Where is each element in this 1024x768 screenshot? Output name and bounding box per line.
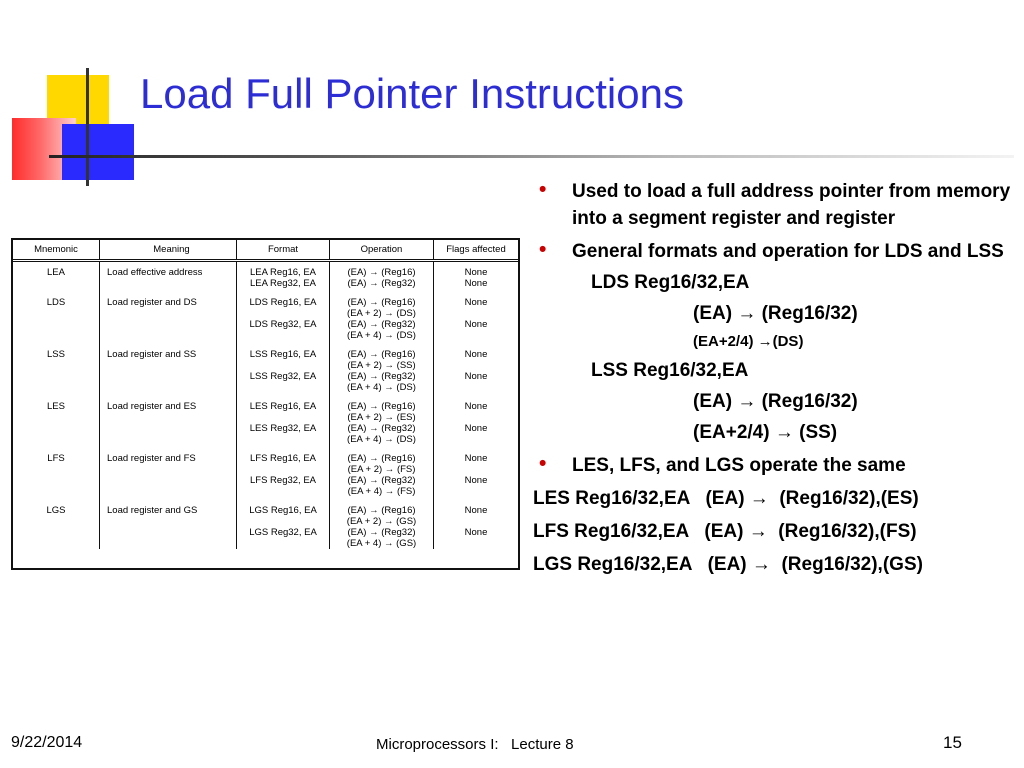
cell-flags: None (464, 527, 488, 538)
operation-line: (EA + 4) → (GS) (346, 538, 417, 549)
cell-mnemonic (13, 319, 100, 341)
table-row (13, 319, 518, 341)
operation-line: (EA + 4) → (DS) (347, 330, 416, 341)
operation-line: (EA) → (Reg16) (347, 267, 416, 278)
cell-meaning (100, 371, 237, 393)
cell-flags: None (464, 505, 488, 516)
cell-format: LES Reg16, EA (237, 393, 330, 423)
cell-format: LSS Reg32, EA (237, 371, 330, 393)
cell-mnemonic: LEA (13, 261, 100, 290)
lss-op-line: (EA) → (Reg16/32) (693, 391, 858, 412)
cell-mnemonic (13, 423, 100, 445)
bullet-list (533, 178, 1013, 578)
cell-mnemonic (13, 475, 100, 497)
cell-operation (330, 319, 434, 341)
slide-title: Load Full Pointer Instructions (140, 70, 684, 117)
cell-mnemonic: LGS (13, 497, 100, 527)
cell-operation (330, 527, 434, 549)
cell-operation (330, 341, 434, 371)
bullet-item (533, 178, 1013, 232)
table-row (13, 445, 518, 475)
cell-mnemonic (13, 371, 100, 393)
cell-meaning: Load register and GS (100, 497, 237, 527)
operation-line: (EA + 4) → (FS) (347, 486, 416, 497)
cell-meaning: Load register and DS (100, 289, 237, 319)
cell-flags: None (464, 319, 488, 330)
cell-meaning (100, 423, 237, 445)
cell-operation (330, 423, 434, 445)
col-header-meaning: Meaning (100, 240, 237, 261)
table-row (13, 261, 518, 290)
flags-line: None (464, 278, 488, 289)
cell-mnemonic: LES (13, 393, 100, 423)
operation-line: (EA) → (Reg16) (347, 297, 416, 308)
lgs-line: LGS Reg16/32,EA (EA) → (Reg16/32),(GS) (533, 554, 923, 575)
cell-meaning: Load effective address (100, 261, 237, 290)
operation-line: (EA + 2) → (FS) (347, 464, 416, 475)
cell-mnemonic: LFS (13, 445, 100, 475)
col-header-format: Format (237, 240, 330, 261)
cell-format: LFS Reg16, EA (237, 445, 330, 475)
lss-op-line: (EA+2/4) → (SS) (693, 422, 838, 443)
title-underline (49, 155, 1014, 158)
cell-meaning: Load register and FS (100, 445, 237, 475)
cell-meaning (100, 475, 237, 497)
lss-format-line: LSS Reg16/32,EA (591, 360, 749, 381)
cell-format: LES Reg32, EA (237, 423, 330, 445)
cell-flags: None (464, 453, 488, 464)
lds-op-line: (EA+2/4) →(DS) (693, 333, 804, 350)
format-line: LEA Reg16, EA (249, 267, 317, 278)
cell-format: LGS Reg16, EA (237, 497, 330, 527)
cell-operation (330, 393, 434, 423)
bullet-dot-icon: • (539, 178, 547, 201)
instruction-table (13, 240, 518, 549)
table-row (13, 497, 518, 527)
cell-operation (330, 445, 434, 475)
flags-line: None (464, 267, 488, 278)
decor-vertical-line (86, 68, 89, 186)
operation-line: (EA + 2) → (SS) (347, 360, 416, 371)
cell-format: LDS Reg32, EA (237, 319, 330, 341)
operation-line: (EA) → (Reg16) (347, 453, 416, 464)
cell-flags: None (464, 349, 488, 360)
cell-operation (330, 475, 434, 497)
table-row (13, 289, 518, 319)
instruction-table-figure (11, 238, 520, 570)
table-header-row (13, 240, 518, 261)
cell-flags: None (464, 401, 488, 412)
lds-op-line: (EA) → (Reg16/32) (693, 303, 858, 324)
table-row (13, 527, 518, 549)
bullet-text: Used to load a full address pointer from memory into a segment register and register (572, 181, 1011, 229)
cell-format: LDS Reg16, EA (237, 289, 330, 319)
operation-line: (EA) → (Reg32) (347, 527, 416, 538)
cell-format: LFS Reg32, EA (237, 475, 330, 497)
table-row (13, 341, 518, 371)
operation-line: (EA + 4) → (DS) (347, 434, 416, 445)
operation-line: (EA) → (Reg32) (347, 319, 416, 330)
cell-flags: None (464, 371, 488, 382)
format-line: LEA Reg32, EA (249, 278, 317, 289)
col-header-flags: Flags affected (434, 240, 519, 261)
operation-line: (EA + 4) → (DS) (347, 382, 416, 393)
cell-flags: None (464, 297, 488, 308)
col-header-mnemonic: Mnemonic (13, 240, 100, 261)
operation-line: (EA + 2) → (GS) (346, 516, 417, 527)
les-line: LES Reg16/32,EA (EA) → (Reg16/32),(ES) (533, 488, 919, 509)
cell-flags (434, 261, 519, 290)
table-row (13, 371, 518, 393)
cell-operation (330, 261, 434, 290)
operation-line: (EA) → (Reg16) (347, 505, 416, 516)
cell-meaning: Load register and ES (100, 393, 237, 423)
footer-page-number: 15 (943, 733, 962, 752)
table-row (13, 475, 518, 497)
operation-line: (EA + 2) → (DS) (347, 308, 416, 319)
cell-operation (330, 371, 434, 393)
cell-format: LGS Reg32, EA (237, 527, 330, 549)
table-row (13, 393, 518, 423)
bullet-dot-icon: • (539, 238, 547, 261)
cell-meaning (100, 527, 237, 549)
bullet-dot-icon: • (539, 452, 547, 475)
footer-course: Microprocessors I: Lecture 8 (376, 736, 574, 753)
operation-line: (EA) → (Reg32) (347, 371, 416, 382)
cell-operation (330, 497, 434, 527)
operation-line: (EA) → (Reg16) (347, 401, 416, 412)
cell-format (237, 261, 330, 290)
cell-meaning: Load register and SS (100, 341, 237, 371)
operation-line: (EA) → (Reg32) (347, 475, 416, 486)
cell-flags: None (464, 423, 488, 434)
cell-mnemonic: LSS (13, 341, 100, 371)
operation-line: (EA) → (Reg16) (347, 349, 416, 360)
bullet-text: General formats and operation for LDS and LSS (572, 241, 1004, 262)
cell-meaning (100, 319, 237, 341)
cell-mnemonic (13, 527, 100, 549)
col-header-operation: Operation (330, 240, 434, 261)
footer-date: 9/22/2014 (11, 734, 83, 751)
lfs-line: LFS Reg16/32,EA (EA) → (Reg16/32),(FS) (533, 521, 917, 542)
bullet-item (533, 452, 1013, 479)
decor-blue-square (62, 124, 134, 180)
operation-line: (EA) → (Reg32) (347, 423, 416, 434)
cell-format: LSS Reg16, EA (237, 341, 330, 371)
operation-line: (EA + 2) → (ES) (347, 412, 416, 423)
operation-line: (EA) → (Reg32) (347, 278, 416, 289)
cell-operation (330, 289, 434, 319)
cell-mnemonic: LDS (13, 289, 100, 319)
table-row (13, 423, 518, 445)
lds-format-line: LDS Reg16/32,EA (591, 272, 750, 293)
bullet-item (533, 238, 1013, 265)
cell-flags: None (464, 475, 488, 486)
bullet-text: LES, LFS, and LGS operate the same (572, 455, 906, 476)
